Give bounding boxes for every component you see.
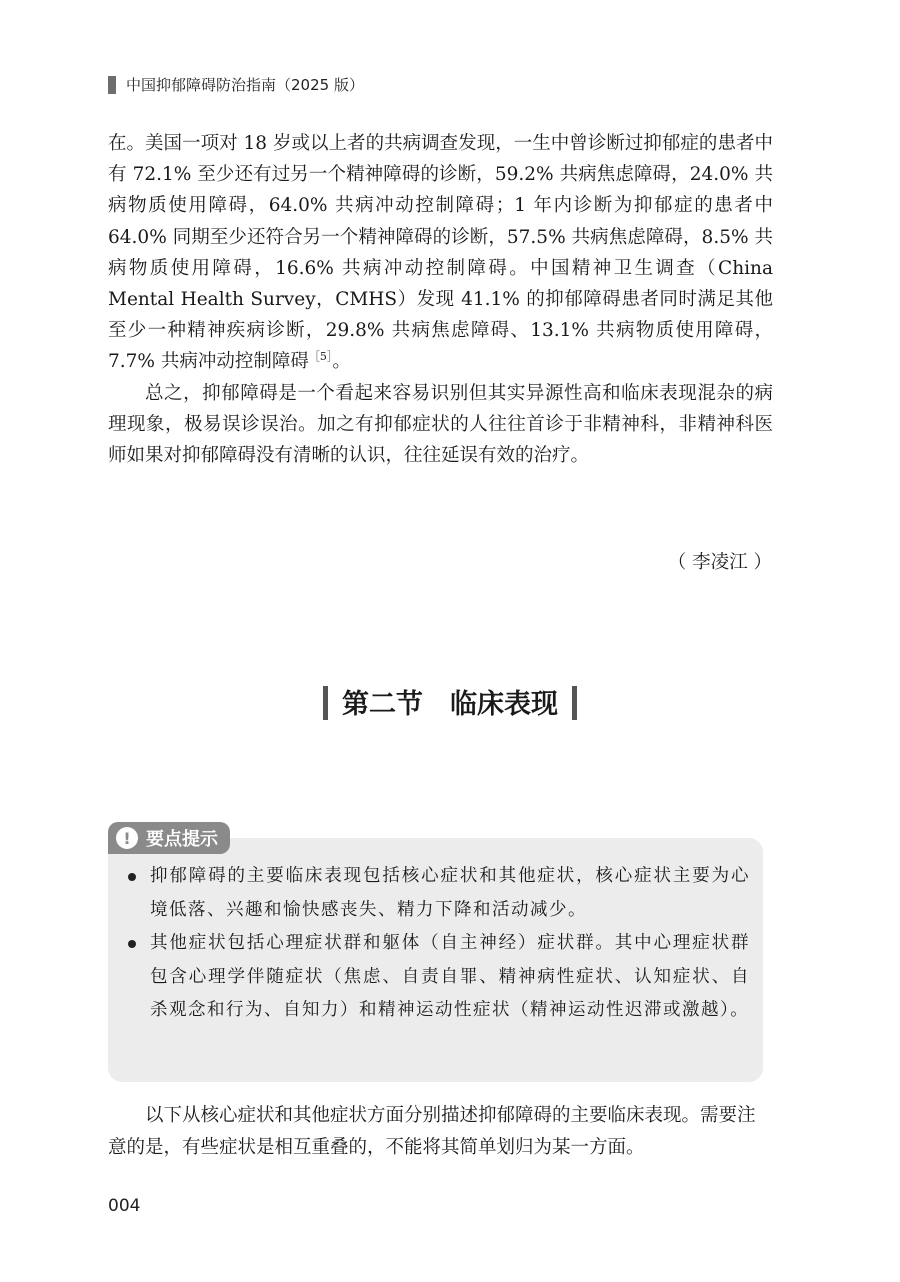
keypoints-tab <box>108 822 230 854</box>
paragraph-comorbidity <box>108 128 773 378</box>
keypoint-text: 其他症状包括心理症状群和躯体（自主神经）症状群。其中心理症状群包含心理学伴随症状（焦虑、自责自罪、精神病性症状、认知症状、自杀观念和行为、自知力）和精神运动性症状（精神运动性迟滞或激越）。 <box>150 933 750 1020</box>
paragraph-intro-symptoms: 以下从核心症状和其他症状方面分别描述抑郁障碍的主要临床表现。需要注意的是，有些症状是相互重叠的，不能将其简单划归为某一方面。 <box>108 1105 756 1158</box>
keypoint-item <box>128 860 750 927</box>
running-header <box>108 74 364 95</box>
section-title <box>0 682 900 723</box>
header-bar-marker <box>108 76 116 94</box>
bullet-dot-icon <box>128 873 136 881</box>
keypoint-item <box>128 927 750 1028</box>
paragraph-comorbidity-text: 在。美国一项对 18 岁或以上者的共病调查发现，一生中曾诊断过抑郁症的患者中有 72.1% 至少还有过另一个精神障碍的诊断，59.2% 共病焦虑障碍，24.0% 共病物质使用障碍，64.0% 共病冲动控制障碍；1 年内诊断为抑郁症的患者中 64.0% 同期至少还符合另一个精神障碍的诊断，57.5% 共病焦虑障碍，8.5% 共病物质使用障碍，16.6% 共病冲动控制障碍。中国精神卫生调查（China Mental Health Survey，CMHS）发现 41.1% 的抑郁障碍患者同时满足其他至少一种精神疾病诊断，29.8% 共病焦虑障碍、13.1% 共病物质使用障碍，7.7% 共病冲动控制障碍 <box>108 133 773 373</box>
section-title-text: 第二节 临床表现 <box>342 689 558 720</box>
body-text <box>108 128 773 471</box>
bullet-dot-icon <box>128 940 136 948</box>
after-text <box>108 1100 773 1164</box>
page-number: 004 <box>108 1196 141 1216</box>
paragraph-end-punct: 。 <box>332 351 351 373</box>
exclamation-icon: ! <box>116 827 138 849</box>
keypoint-text: 抑郁障碍的主要临床表现包括核心症状和其他症状，核心症状主要为心境低落、兴趣和愉快感丧失、精力下降和活动减少。 <box>150 866 750 920</box>
keypoints-tab-label: 要点提示 <box>146 829 218 850</box>
author-attribution: （ 李凌江 ） <box>667 552 772 573</box>
title-left-bar <box>323 686 328 720</box>
keypoints-list <box>128 860 750 1028</box>
title-right-bar <box>572 686 577 720</box>
citation-reference[interactable]: ［5］ <box>308 350 333 364</box>
paragraph-summary: 总之，抑郁障碍是一个看起来容易识别但其实异源性高和临床表现混杂的病理现象，极易误诊误治。加之有抑郁症状的人往往首诊于非精神科，非精神科医师如果对抑郁障碍没有清晰的认识，往往延误有效的治疗。 <box>108 382 773 467</box>
running-title: 中国抑郁障碍防治指南（2025 版） <box>126 76 364 94</box>
